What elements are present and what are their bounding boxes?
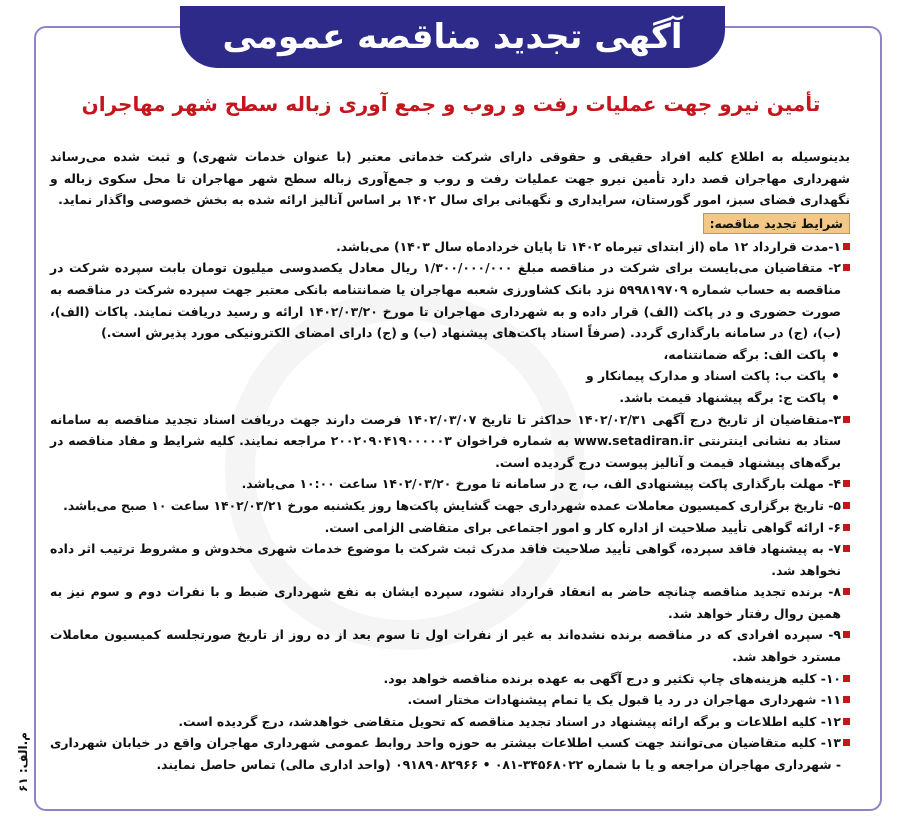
red-square-marker <box>843 502 850 509</box>
envelope-item <box>50 365 850 387</box>
envelope-item <box>50 387 850 409</box>
red-square-marker <box>843 264 850 271</box>
condition-text: ۱-مدت قرارداد ۱۲ ماه (از ابتدای تیرماه ۱۴۰۲ تا پایان خردادماه سال ۱۴۰۳) می‌باشد. <box>336 238 841 254</box>
notice-subtitle: تأمین نیرو جهت عملیات رفت و روب و جمع آوری زباله سطح شهر مهاجران <box>81 92 821 116</box>
condition-item <box>50 689 850 711</box>
envelope-item <box>50 344 850 366</box>
side-code <box>10 722 36 802</box>
condition-text: ۴- مهلت بارگذاری پاکت پیشنهادی الف، ب، ج در سامانه تا مورخ ۱۴۰۲/۰۳/۲۰ ساعت ۱۰:۰۰ می‌باشد. <box>241 476 841 492</box>
red-square-marker <box>843 696 850 703</box>
intro-text-1: بدینوسیله به اطلاع کلیه افراد حقیقی و حقوقی دارای شرکت خدماتی معتبر (با عنوان خدمات شهری) و ثبت شده می‌رساند <box>50 149 850 164</box>
condition-text: ۱۳- کلیه متقاضیان می‌توانند جهت کسب اطلاعات بیشتر به حوزه واحد روابط عمومی شهرداری مهاجران واقع در خیابان شهرداری - شهرداری مهاجران مراجعه و یا با شماره ۳۴۵۶۸۰۲۲-۰۸۱ • ۰۹۱۸۹۰۸۲۹۶۶ (واحد اداری مالی) تماس حاصل نمایند. <box>50 735 841 773</box>
red-square-marker <box>843 545 850 552</box>
condition-text: ۱۰- کلیه هزینه‌های چاپ تکثیر و درج آگهی به عهده برنده مناقصه خواهد بود. <box>383 670 841 686</box>
notice-body <box>50 146 850 776</box>
condition-item <box>50 473 850 495</box>
condition-text: ۶- ارائه گواهی تأیید صلاحیت از اداره کار و امور اجتماعی برای متقاضی الزامی است. <box>324 519 841 535</box>
envelope-text: پاکت ج: برگه پیشنهاد قیمت باشد. <box>619 389 826 405</box>
condition-item <box>50 711 850 733</box>
condition-text: ۲- متقاضیان می‌بایست برای شرکت در مناقصه مبلغ ۱/۳۰۰/۰۰۰/۰۰۰ ریال معادل یکصدوسی میلیون تومان بابت سپرده شرکت در مناقصه به حساب شماره ۵۹۹۸۱۹۷۰۹ نزد بانک کشاورزی شعبه مهاجران یا ضمانتنامه بانکی معتبر جهت سپرده شرکت در مناقصه به صورت حضوری و در پاکت (الف) قرار داده و به شهرداری مهاجران تا مورخ ۱۴۰۲/۰۳/۲۰ ارائه و رسید دریافت نمایند. پاکات (الف)، (ب)، (ج) در سامانه بارگذاری گردد. (صرفاً اسناد پاکت‌های پیشنهاد (ب) و (ج) دارای امضای الکترونیکی مورد پذیرش است.) <box>50 260 841 341</box>
red-square-marker <box>843 588 850 595</box>
condition-item <box>50 538 850 581</box>
bullet-dot-icon <box>833 352 838 357</box>
condition-text: ۹- سپرده افرادی که در مناقصه برنده نشده‌اند به غیر از نفرات اول تا سوم بعد از ده روز از تاریخ صورتجلسه کمیسیون معاملات مسترد خواهد شد. <box>50 627 841 665</box>
condition-text: ۵- تاریخ برگزاری کمیسیون معاملات عمده شهرداری جهت گشایش پاکت‌ها روز یکشنبه مورخ ۱۴۰۲/۰۳/۲۱ ساعت ۱۰ صبح می‌باشد. <box>63 497 841 513</box>
red-square-marker <box>843 675 850 682</box>
bullet-dot-icon <box>833 395 838 400</box>
envelope-text: پاکت ب: پاکت اسناد و مدارک پیمانکار و <box>586 368 826 384</box>
intro-organization: شهرداری مهاجران <box>734 170 850 186</box>
condition-item <box>50 581 850 624</box>
red-square-marker <box>843 524 850 531</box>
side-code-text: م.الف: ۶۱ <box>16 732 30 792</box>
condition-item <box>50 409 850 474</box>
red-square-marker <box>843 243 850 250</box>
condition-item <box>50 257 850 343</box>
red-square-marker <box>843 739 850 746</box>
intro-paragraph <box>50 146 850 211</box>
condition-text: ۱۱- شهرداری مهاجران در رد یا قبول یک یا تمام پیشنهادات مختار است. <box>407 692 841 708</box>
conditions-heading: شرایط تجدید مناقصه: <box>703 213 850 234</box>
envelope-text: پاکت الف: برگه ضمانتنامه، <box>663 346 826 362</box>
condition-text: ۳-متقاضیان از تاریخ درج آگهی ۱۴۰۲/۰۲/۳۱ حداکثر تا تاریخ ۱۴۰۲/۰۳/۰۷ فرصت دارند جهت دریافت اسناد تجدید مناقصه به سامانه ستاد به نشانی اینترنتی www.setadiran.ir به شماره فراخوان ۲۰۰۲۰۹۰۴۱۹۰۰۰۰۰۳ مراجعه نمایند. کلیه شرایط و مفاد مناقصه در برگه‌های پیشنهاد قیمت و آنالیز پیوست درج گردیده است. <box>50 411 842 470</box>
condition-item <box>50 236 850 258</box>
red-square-marker <box>843 631 850 638</box>
condition-text: ۱۲- کلیه اطلاعات و برگه ارائه پیشنهاد در اسناد تجدید مناقصه که تحویل متقاضی خواهد‌شد، درج گردیده است. <box>178 713 841 729</box>
bullet-dot-icon <box>833 373 838 378</box>
red-square-marker <box>843 416 850 423</box>
condition-text: ۸- برنده تجدید مناقصه چنانچه حاضر به انعقاد قرارداد نشود، سپرده ایشان به نفع شهرداری ضبط و با نفرات دوم و سوم نیز به همین روال رفتار خواهد شد. <box>50 584 841 621</box>
condition-item <box>50 732 850 775</box>
intro-text-2: قصد دارد تأمین نیرو جهت عملیات رفت و روب و جمع‌آوری زباله سطح شهر مهاجران تا محل سکوی زباله و نگهداری فضای سبز، امور گورستان، سرایداری و نگهبانی برای سال ۱۴۰۲ بر اساس آنالیز ارائه شده به بخش خصوصی واگذار نماید. <box>50 170 850 208</box>
condition-item <box>50 517 850 539</box>
banner-title: آگهی تجدید مناقصه عمومی <box>180 6 725 68</box>
condition-item <box>50 495 850 517</box>
red-square-marker <box>843 480 850 487</box>
red-square-marker <box>843 718 850 725</box>
condition-item <box>50 624 850 667</box>
condition-item <box>50 668 850 690</box>
condition-text: ۷- به پیشنهاد فاقد سپرده، گواهی تأیید صلاحیت فاقد مدرک ثبت شرکت با موضوع خدمات شهری مخدوش و مشروط ترتیب اثر داده نخواهد شد. <box>50 541 841 578</box>
